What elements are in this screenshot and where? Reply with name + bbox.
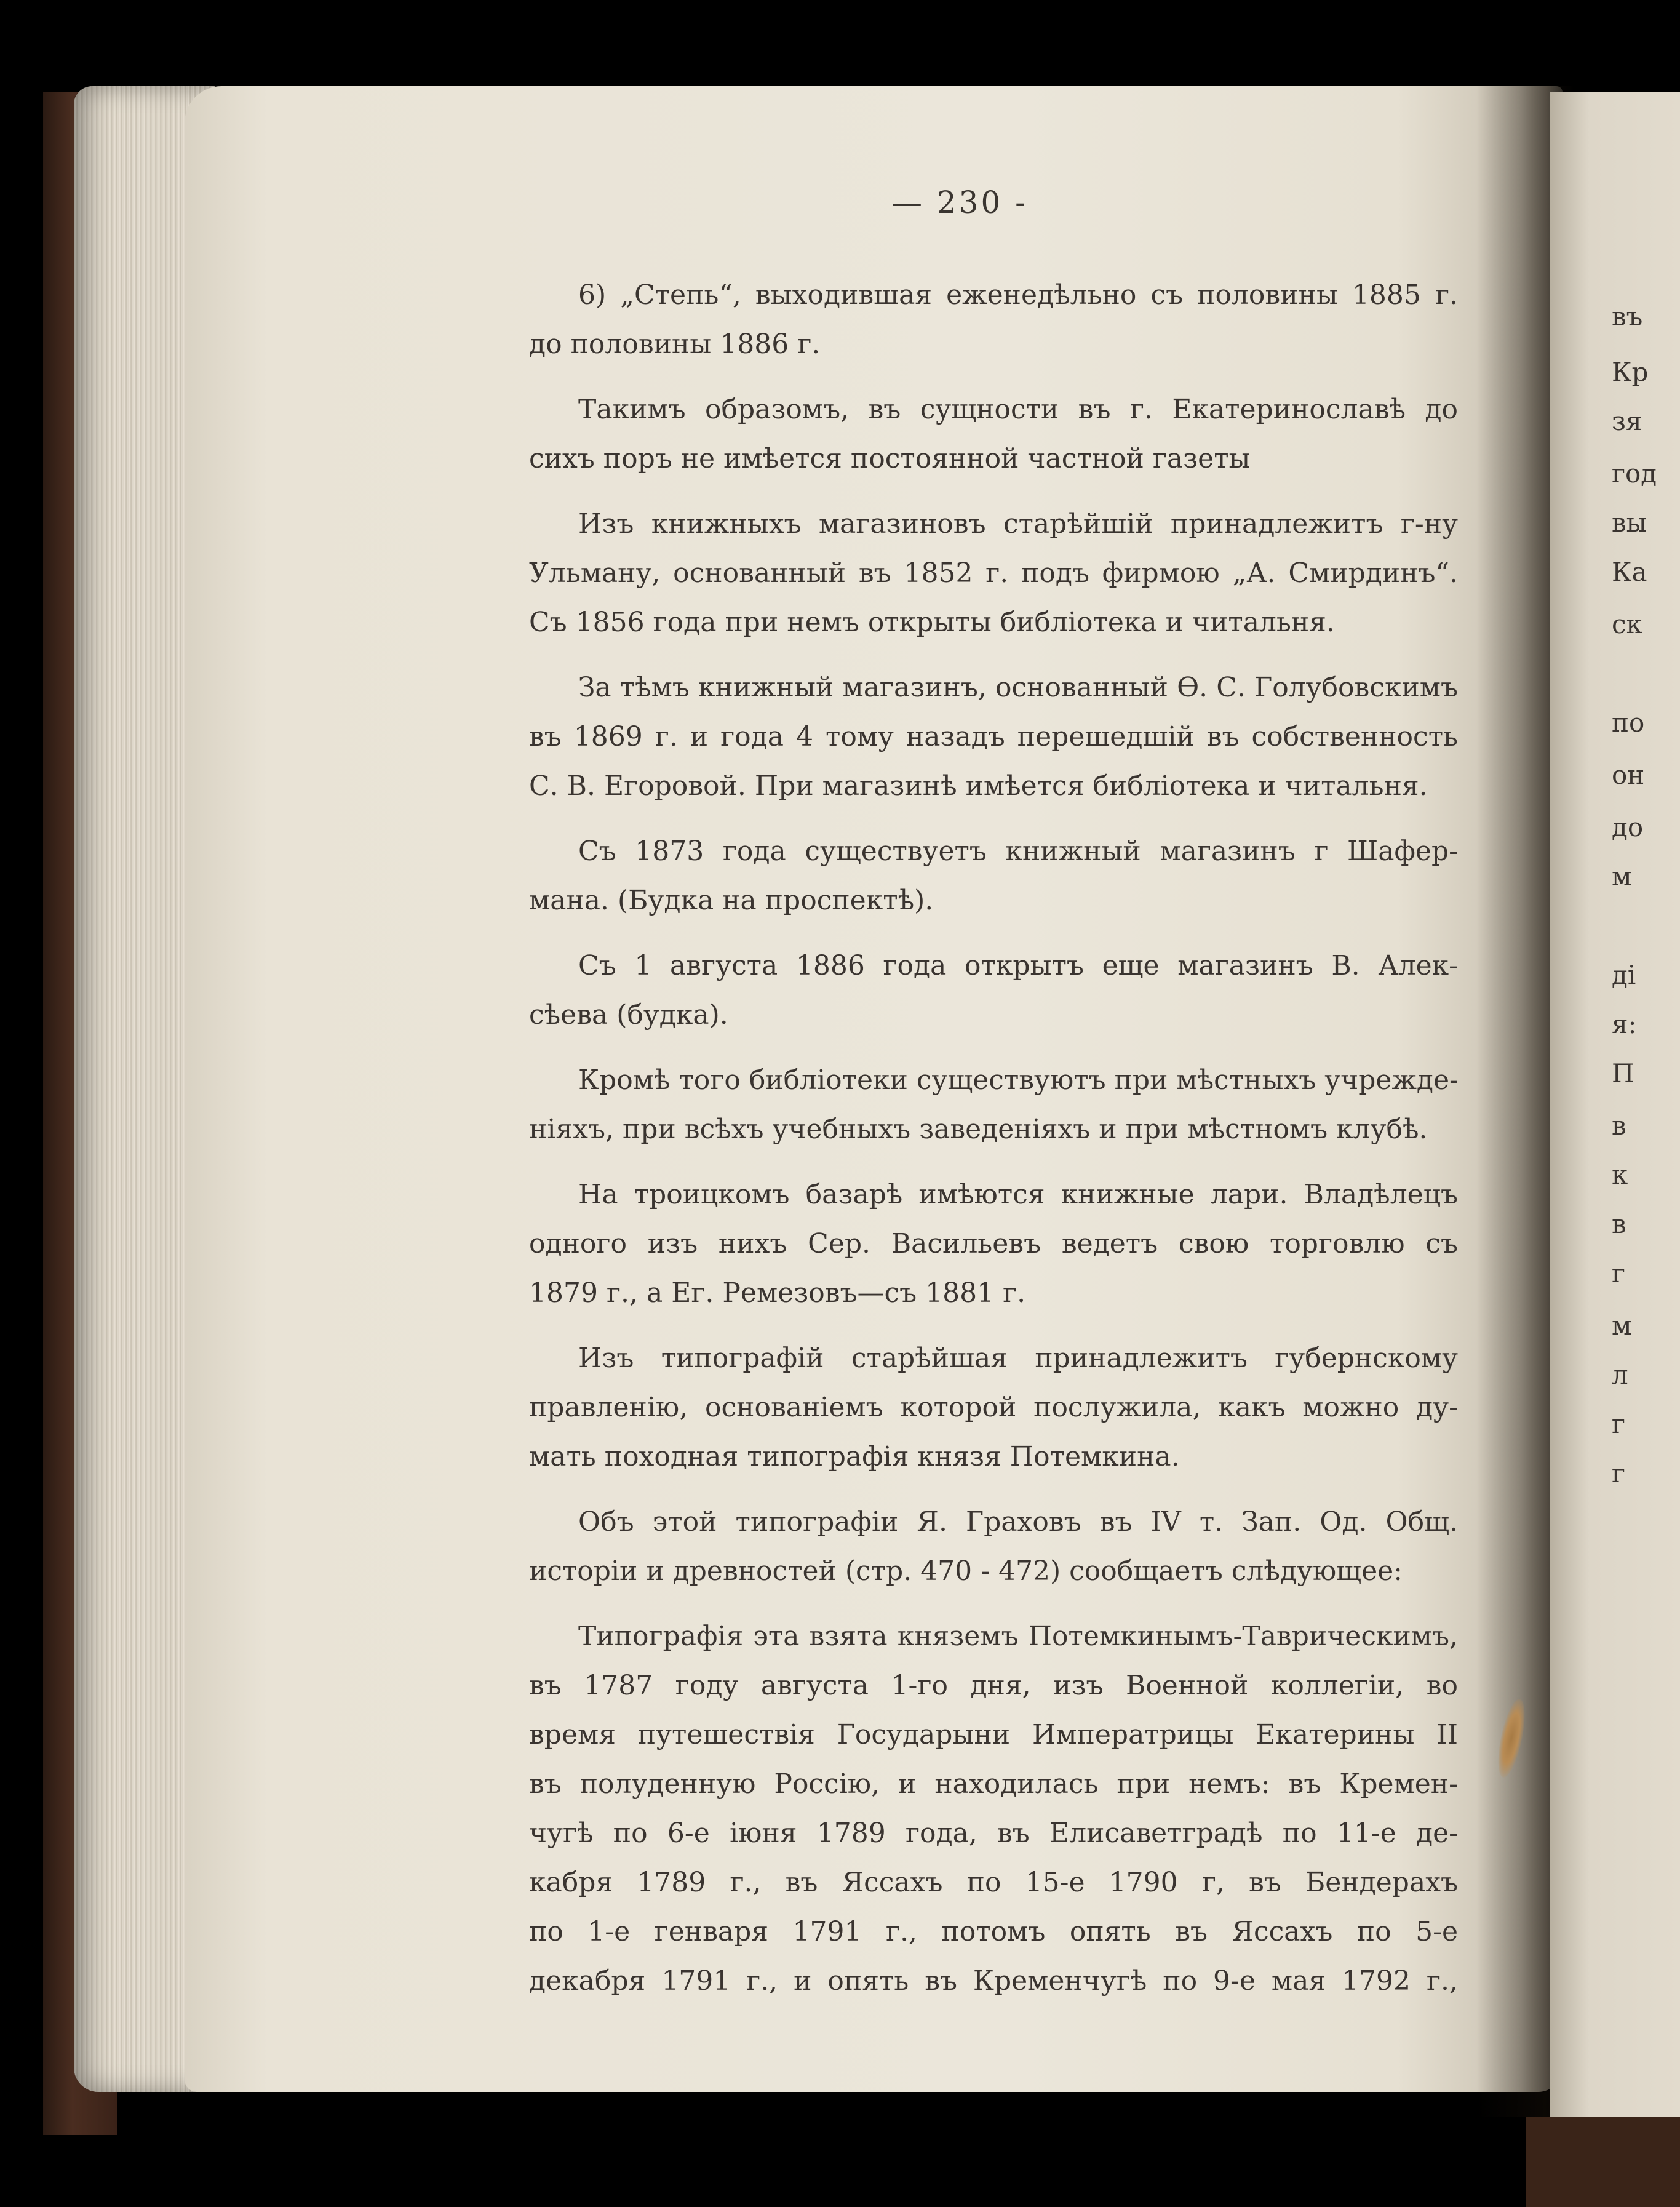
text-line: чугѣ по 6-е іюня 1789 года, въ Елисаветградѣ по 11-е де-	[529, 1818, 1458, 1849]
right-page-fragment: Кр	[1612, 357, 1649, 387]
text-line: по 1-е генваря 1791 г., потомъ опять въ Яссахъ по 5-е	[529, 1916, 1458, 1947]
text-line: Кромѣ того библіотеки существуютъ при мѣстныхъ учрежде-	[578, 1064, 1459, 1096]
text-line: Ульману, основанный въ 1852 г. подъ фирмою „А. Смирдинъ“.	[529, 557, 1458, 589]
page-text	[529, 271, 1458, 2006]
paragraph-gap	[529, 1154, 1458, 1170]
text-line: Изъ книжныхъ магазиновъ старѣйшій принадлежитъ г-ну	[578, 508, 1458, 540]
text-line: Объ этой типографіи Я. Граховъ въ IV т. Зап. Од. Общ.	[578, 1506, 1458, 1538]
right-page-fragment: ск	[1612, 609, 1642, 639]
right-page-fragment: я:	[1612, 1009, 1637, 1039]
text-line: 6) „Степь“, выходившая еженедѣльно съ половины 1885 г.	[578, 279, 1458, 311]
page-number: — 230 -	[891, 185, 1029, 220]
right-page-fragment: въ	[1612, 301, 1643, 332]
right-page-fragment: г	[1612, 1258, 1626, 1288]
text-line: сѣева (будка).	[529, 999, 728, 1031]
paragraph-gap	[529, 1482, 1458, 1498]
text-line: декабря 1791 г., и опять въ Кременчугѣ по 9-е мая 1792 г.,	[529, 1965, 1458, 1997]
text-line: 1879 г., а Ег. Ремезовъ—съ 1881 г.	[529, 1277, 1026, 1309]
text-line: правленію, основаніемъ которой послужила, какъ можно ду-	[529, 1392, 1458, 1423]
right-page-fragment: зя	[1612, 406, 1642, 436]
bottom-cover	[1526, 2117, 1680, 2207]
right-page-fragment: П	[1612, 1058, 1634, 1088]
paragraph-gap	[529, 369, 1458, 385]
paragraph-gap	[529, 484, 1458, 500]
text-line: въ полуденную Россію, и находилась при немъ: въ Кремен-	[529, 1768, 1458, 1800]
paragraph-gap	[529, 811, 1458, 827]
paragraph-gap	[529, 1596, 1458, 1612]
text-line: сихъ поръ не имѣется постоянной частной газеты	[529, 443, 1251, 474]
text-line: въ 1787 году августа 1-го дня, изъ Военной коллегіи, во	[529, 1670, 1458, 1701]
right-page-fragment: до	[1612, 812, 1644, 842]
right-page-fragment: м	[1612, 861, 1632, 892]
right-page-fragment: ді	[1612, 960, 1636, 990]
right-page-fragment: вы	[1612, 508, 1647, 538]
paragraph-gap	[529, 1040, 1458, 1056]
text-line: до половины 1886 г.	[529, 329, 821, 360]
text-line: Съ 1856 года при немъ открыты библіотека и читальня.	[529, 607, 1335, 638]
text-line: За тѣмъ книжный магазинъ, основанный Ѳ. С. Голубовскимъ	[578, 672, 1458, 703]
right-page-fragment: в	[1612, 1209, 1626, 1239]
right-page-fragment: по	[1612, 708, 1645, 738]
text-line: въ 1869 г. и года 4 тому назадъ перешедшій въ собственность	[529, 721, 1458, 752]
text-line: Съ 1 августа 1886 года открытъ еще магазинъ В. Алек-	[578, 950, 1458, 981]
text-line: Съ 1873 года существуетъ книжный магазинъ г Шафер-	[578, 836, 1458, 867]
text-line: Такимъ образомъ, въ сущности въ г. Екатеринославѣ до	[578, 394, 1458, 425]
text-line: С. В. Егоровой. При магазинѣ имѣется библіотека и читальня.	[529, 770, 1428, 802]
right-page-fragment: л	[1612, 1360, 1628, 1390]
right-page-fragment: г	[1612, 1458, 1626, 1488]
text-line: мать походная типографія князя Потемкина.	[529, 1441, 1180, 1472]
right-page-fragment: к	[1612, 1160, 1628, 1190]
paragraph-gap	[529, 1318, 1458, 1334]
text-line: мана. (Будка на проспектѣ).	[529, 885, 934, 916]
right-page-fragment: он	[1612, 760, 1645, 790]
right-page-fragment: Ка	[1612, 557, 1647, 587]
text-line: Типографія эта взята княземъ Потемкинымъ-Таврическимъ,	[578, 1621, 1458, 1652]
text-line: На троицкомъ базарѣ имѣются книжные лари. Владѣлецъ	[578, 1179, 1458, 1210]
paragraph-gap	[529, 647, 1458, 663]
text-line: Изъ типографій старѣйшая принадлежитъ губернскому	[578, 1343, 1458, 1374]
text-line: одного изъ нихъ Сер. Васильевъ ведетъ свою торговлю съ	[529, 1228, 1458, 1259]
right-page-fragment: в	[1612, 1111, 1626, 1141]
right-page-fragment: м	[1612, 1311, 1632, 1341]
right-page-fragment: г	[1612, 1409, 1626, 1439]
paragraph-gap	[529, 925, 1458, 941]
text-line: время путешествія Государыни Императрицы Екатерины II	[529, 1719, 1458, 1750]
text-line: исторіи и древностей (стр. 470 - 472) сообщаетъ слѣдующее:	[529, 1555, 1403, 1587]
right-page-fragment: год	[1612, 458, 1657, 489]
text-line: ніяхъ, при всѣхъ учебныхъ заведеніяхъ и при мѣстномъ клубѣ.	[529, 1114, 1428, 1145]
text-line: кабря 1789 г., въ Яссахъ по 15-е 1790 г, въ Бендерахъ	[529, 1867, 1458, 1898]
